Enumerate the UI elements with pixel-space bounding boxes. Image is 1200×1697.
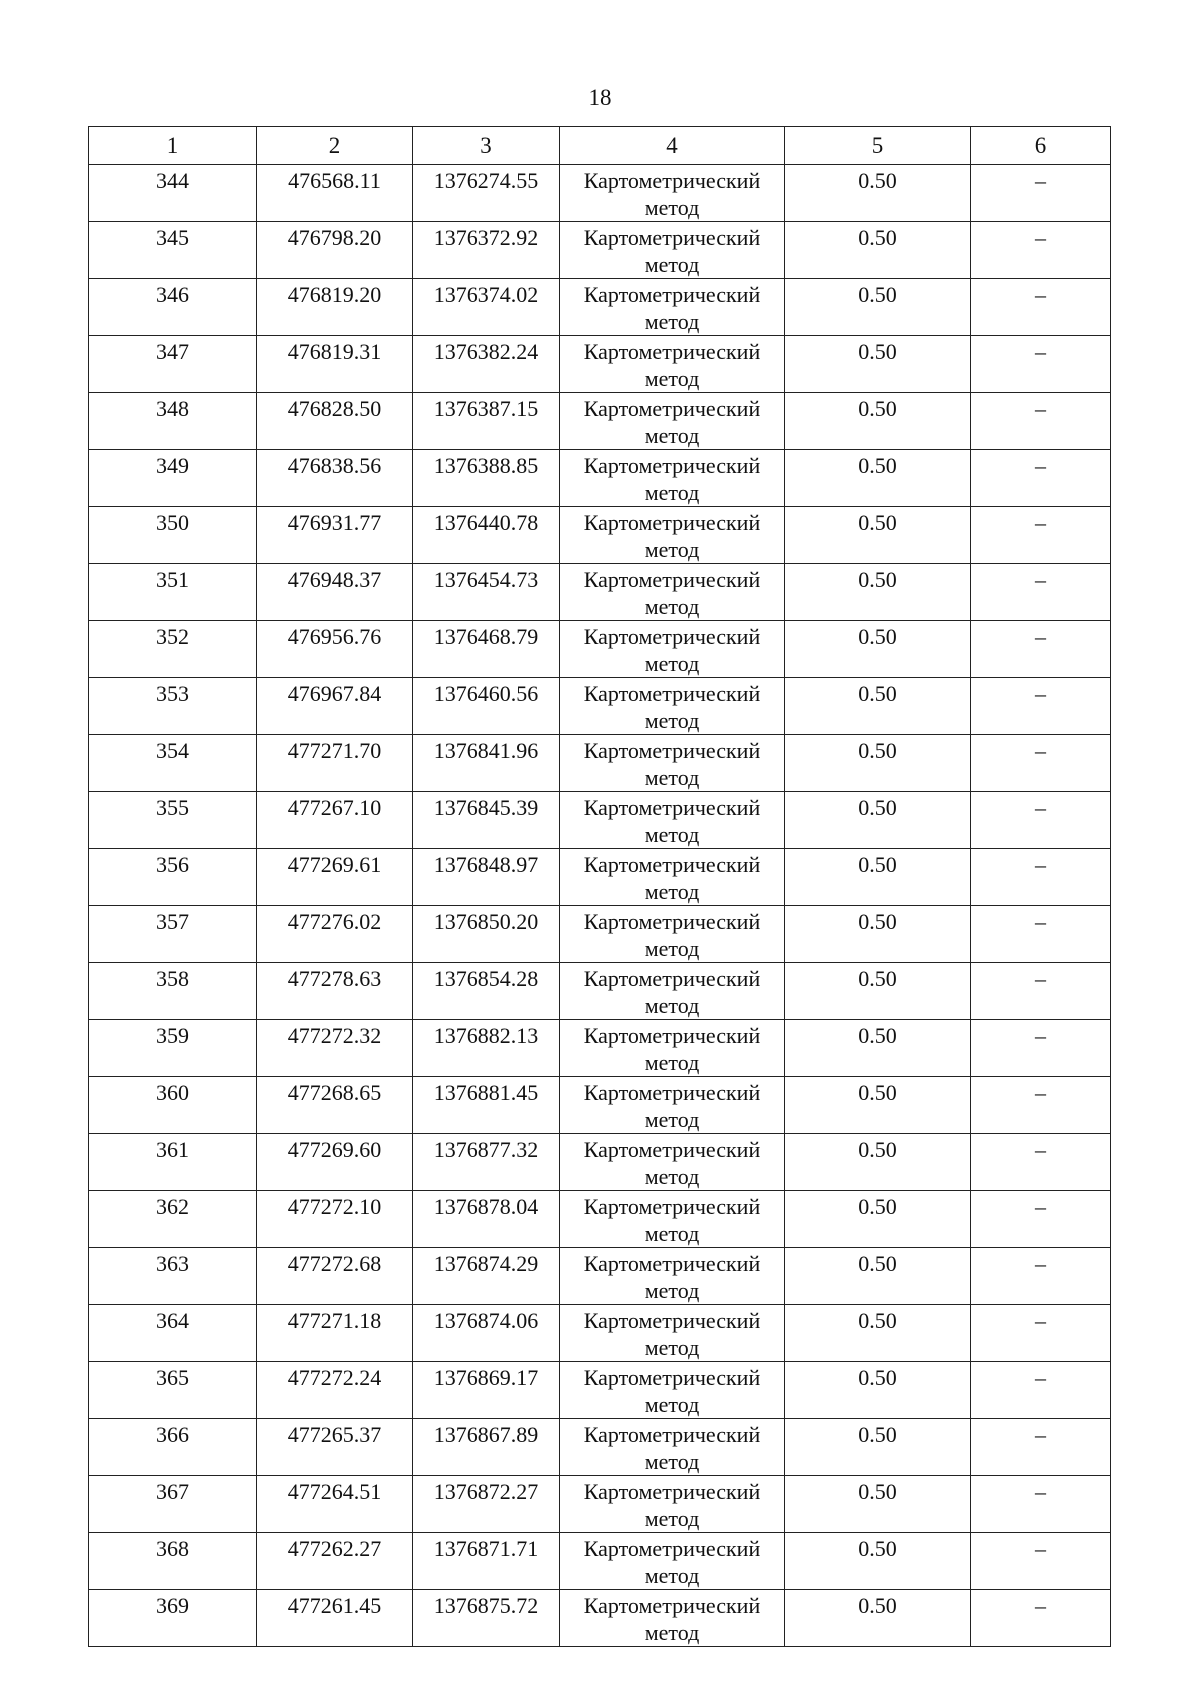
method-line-2: метод — [644, 537, 700, 562]
method-line-2: метод — [644, 366, 700, 391]
point-number-cell: 346 — [89, 279, 257, 336]
x-coordinate-cell: 477272.32 — [257, 1020, 413, 1077]
y-coordinate-cell: 1376454.73 — [413, 564, 560, 621]
method-line-1: Картометрический — [583, 1593, 761, 1618]
point-number-cell: 369 — [89, 1590, 257, 1647]
x-coordinate-cell: 477267.10 — [257, 792, 413, 849]
method-line-1: Картометрический — [583, 624, 761, 649]
method-line-2: метод — [644, 1335, 700, 1360]
y-coordinate-cell: 1376881.45 — [413, 1077, 560, 1134]
table-row — [89, 1305, 1111, 1362]
method-cell — [560, 849, 785, 906]
method-cell — [560, 507, 785, 564]
point-number-cell: 359 — [89, 1020, 257, 1077]
note-cell: – — [971, 792, 1111, 849]
accuracy-cell: 0.50 — [785, 1362, 971, 1419]
table-row — [89, 906, 1111, 963]
point-number-cell: 345 — [89, 222, 257, 279]
point-number-cell: 368 — [89, 1533, 257, 1590]
point-number-cell: 365 — [89, 1362, 257, 1419]
y-coordinate-cell: 1376850.20 — [413, 906, 560, 963]
x-coordinate-cell: 477272.10 — [257, 1191, 413, 1248]
y-coordinate-cell: 1376460.56 — [413, 678, 560, 735]
note-cell: – — [971, 1362, 1111, 1419]
method-line-2: метод — [644, 651, 700, 676]
accuracy-cell: 0.50 — [785, 678, 971, 735]
note-cell: – — [971, 1077, 1111, 1134]
table-header-row — [89, 127, 1111, 165]
x-coordinate-cell: 477271.70 — [257, 735, 413, 792]
x-coordinate-cell: 476798.20 — [257, 222, 413, 279]
method-cell — [560, 621, 785, 678]
accuracy-cell: 0.50 — [785, 1590, 971, 1647]
point-number-cell: 364 — [89, 1305, 257, 1362]
accuracy-cell: 0.50 — [785, 279, 971, 336]
method-line-2: метод — [644, 594, 700, 619]
table-row — [89, 1533, 1111, 1590]
method-line-1: Картометрический — [583, 567, 761, 592]
point-number-cell: 357 — [89, 906, 257, 963]
note-cell: – — [971, 279, 1111, 336]
method-line-1: Картометрический — [583, 738, 761, 763]
note-cell: – — [971, 963, 1111, 1020]
method-line-1: Картометрический — [583, 168, 761, 193]
table-row — [89, 1590, 1111, 1647]
method-line-1: Картометрический — [583, 1023, 761, 1048]
method-cell — [560, 1134, 785, 1191]
accuracy-cell: 0.50 — [785, 621, 971, 678]
accuracy-cell: 0.50 — [785, 336, 971, 393]
note-cell: – — [971, 165, 1111, 222]
note-cell: – — [971, 621, 1111, 678]
note-cell: – — [971, 564, 1111, 621]
y-coordinate-cell: 1376468.79 — [413, 621, 560, 678]
table-row — [89, 1134, 1111, 1191]
y-coordinate-cell: 1376841.96 — [413, 735, 560, 792]
column-header-2: 2 — [257, 127, 413, 165]
method-line-1: Картометрический — [583, 681, 761, 706]
note-cell: – — [971, 336, 1111, 393]
x-coordinate-cell: 476956.76 — [257, 621, 413, 678]
table-row — [89, 507, 1111, 564]
method-line-2: метод — [644, 309, 700, 334]
table-row — [89, 165, 1111, 222]
y-coordinate-cell: 1376387.15 — [413, 393, 560, 450]
coordinates-table — [88, 126, 1111, 1647]
note-cell: – — [971, 678, 1111, 735]
method-line-1: Картометрический — [583, 1479, 761, 1504]
accuracy-cell: 0.50 — [785, 507, 971, 564]
method-line-1: Картометрический — [583, 453, 761, 478]
point-number-cell: 358 — [89, 963, 257, 1020]
method-cell — [560, 963, 785, 1020]
point-number-cell: 350 — [89, 507, 257, 564]
accuracy-cell: 0.50 — [785, 1134, 971, 1191]
method-line-2: метод — [644, 993, 700, 1018]
y-coordinate-cell: 1376882.13 — [413, 1020, 560, 1077]
method-line-1: Картометрический — [583, 1194, 761, 1219]
method-line-2: метод — [644, 1221, 700, 1246]
accuracy-cell: 0.50 — [785, 165, 971, 222]
method-cell — [560, 222, 785, 279]
note-cell: – — [971, 1419, 1111, 1476]
column-header-5: 5 — [785, 127, 971, 165]
method-line-1: Картометрический — [583, 1365, 761, 1390]
point-number-cell: 348 — [89, 393, 257, 450]
accuracy-cell: 0.50 — [785, 792, 971, 849]
method-line-1: Картометрический — [583, 396, 761, 421]
method-cell — [560, 279, 785, 336]
method-cell — [560, 906, 785, 963]
accuracy-cell: 0.50 — [785, 450, 971, 507]
method-line-2: метод — [644, 423, 700, 448]
note-cell: – — [971, 1248, 1111, 1305]
y-coordinate-cell: 1376845.39 — [413, 792, 560, 849]
table-row — [89, 1476, 1111, 1533]
method-line-2: метод — [644, 480, 700, 505]
accuracy-cell: 0.50 — [785, 393, 971, 450]
method-cell — [560, 336, 785, 393]
table-row — [89, 678, 1111, 735]
y-coordinate-cell: 1376372.92 — [413, 222, 560, 279]
y-coordinate-cell: 1376872.27 — [413, 1476, 560, 1533]
point-number-cell: 353 — [89, 678, 257, 735]
x-coordinate-cell: 477262.27 — [257, 1533, 413, 1590]
note-cell: – — [971, 735, 1111, 792]
x-coordinate-cell: 477271.18 — [257, 1305, 413, 1362]
method-cell — [560, 393, 785, 450]
y-coordinate-cell: 1376867.89 — [413, 1419, 560, 1476]
method-cell — [560, 1191, 785, 1248]
y-coordinate-cell: 1376878.04 — [413, 1191, 560, 1248]
note-cell: – — [971, 1305, 1111, 1362]
method-line-1: Картометрический — [583, 795, 761, 820]
table-row — [89, 1362, 1111, 1419]
method-cell — [560, 1476, 785, 1533]
x-coordinate-cell: 477268.65 — [257, 1077, 413, 1134]
x-coordinate-cell: 476568.11 — [257, 165, 413, 222]
table-row — [89, 621, 1111, 678]
method-line-1: Картометрический — [583, 1251, 761, 1276]
table-row — [89, 564, 1111, 621]
point-number-cell: 366 — [89, 1419, 257, 1476]
x-coordinate-cell: 476819.20 — [257, 279, 413, 336]
x-coordinate-cell: 477265.37 — [257, 1419, 413, 1476]
point-number-cell: 367 — [89, 1476, 257, 1533]
method-line-1: Картометрический — [583, 1536, 761, 1561]
point-number-cell: 355 — [89, 792, 257, 849]
method-cell — [560, 735, 785, 792]
table-row — [89, 336, 1111, 393]
method-line-1: Картометрический — [583, 1080, 761, 1105]
point-number-cell: 361 — [89, 1134, 257, 1191]
method-line-2: метод — [644, 1107, 700, 1132]
note-cell: – — [971, 450, 1111, 507]
point-number-cell: 349 — [89, 450, 257, 507]
point-number-cell: 360 — [89, 1077, 257, 1134]
accuracy-cell: 0.50 — [785, 1476, 971, 1533]
y-coordinate-cell: 1376871.71 — [413, 1533, 560, 1590]
table-row — [89, 450, 1111, 507]
method-line-1: Картометрический — [583, 339, 761, 364]
table-row — [89, 735, 1111, 792]
method-line-1: Картометрический — [583, 909, 761, 934]
method-line-2: метод — [644, 252, 700, 277]
note-cell: – — [971, 906, 1111, 963]
column-header-3: 3 — [413, 127, 560, 165]
table-row — [89, 1248, 1111, 1305]
method-cell — [560, 1248, 785, 1305]
accuracy-cell: 0.50 — [785, 1248, 971, 1305]
point-number-cell: 347 — [89, 336, 257, 393]
method-line-1: Картометрический — [583, 1422, 761, 1447]
x-coordinate-cell: 477278.63 — [257, 963, 413, 1020]
x-coordinate-cell: 477264.51 — [257, 1476, 413, 1533]
method-line-2: метод — [644, 1449, 700, 1474]
x-coordinate-cell: 477269.61 — [257, 849, 413, 906]
point-number-cell: 351 — [89, 564, 257, 621]
accuracy-cell: 0.50 — [785, 735, 971, 792]
note-cell: – — [971, 1191, 1111, 1248]
method-line-2: метод — [644, 195, 700, 220]
method-line-1: Картометрический — [583, 852, 761, 877]
y-coordinate-cell: 1376875.72 — [413, 1590, 560, 1647]
column-header-4: 4 — [560, 127, 785, 165]
method-line-2: метод — [644, 879, 700, 904]
method-cell — [560, 450, 785, 507]
point-number-cell: 363 — [89, 1248, 257, 1305]
accuracy-cell: 0.50 — [785, 1305, 971, 1362]
method-line-1: Картометрический — [583, 1137, 761, 1162]
method-line-2: метод — [644, 708, 700, 733]
table-row — [89, 849, 1111, 906]
x-coordinate-cell: 477272.24 — [257, 1362, 413, 1419]
y-coordinate-cell: 1376382.24 — [413, 336, 560, 393]
point-number-cell: 362 — [89, 1191, 257, 1248]
x-coordinate-cell: 477269.60 — [257, 1134, 413, 1191]
table-row — [89, 1419, 1111, 1476]
y-coordinate-cell: 1376388.85 — [413, 450, 560, 507]
x-coordinate-cell: 476931.77 — [257, 507, 413, 564]
method-cell — [560, 792, 785, 849]
method-line-2: метод — [644, 822, 700, 847]
method-cell — [560, 678, 785, 735]
x-coordinate-cell: 477261.45 — [257, 1590, 413, 1647]
point-number-cell: 352 — [89, 621, 257, 678]
method-cell — [560, 1533, 785, 1590]
accuracy-cell: 0.50 — [785, 906, 971, 963]
accuracy-cell: 0.50 — [785, 1533, 971, 1590]
method-line-2: метод — [644, 1392, 700, 1417]
note-cell: – — [971, 507, 1111, 564]
point-number-cell: 354 — [89, 735, 257, 792]
method-line-1: Картометрический — [583, 966, 761, 991]
accuracy-cell: 0.50 — [785, 963, 971, 1020]
y-coordinate-cell: 1376440.78 — [413, 507, 560, 564]
y-coordinate-cell: 1376874.29 — [413, 1248, 560, 1305]
method-cell — [560, 1305, 785, 1362]
x-coordinate-cell: 476967.84 — [257, 678, 413, 735]
point-number-cell: 344 — [89, 165, 257, 222]
accuracy-cell: 0.50 — [785, 1077, 971, 1134]
y-coordinate-cell: 1376848.97 — [413, 849, 560, 906]
table-row — [89, 1020, 1111, 1077]
table-row — [89, 792, 1111, 849]
method-line-1: Картометрический — [583, 510, 761, 535]
accuracy-cell: 0.50 — [785, 1419, 971, 1476]
method-cell — [560, 1419, 785, 1476]
x-coordinate-cell: 476828.50 — [257, 393, 413, 450]
x-coordinate-cell: 476948.37 — [257, 564, 413, 621]
table-row — [89, 222, 1111, 279]
method-cell — [560, 1020, 785, 1077]
table-row — [89, 1191, 1111, 1248]
method-cell — [560, 1590, 785, 1647]
method-cell — [560, 564, 785, 621]
method-line-2: метод — [644, 1278, 700, 1303]
column-header-1: 1 — [89, 127, 257, 165]
y-coordinate-cell: 1376874.06 — [413, 1305, 560, 1362]
accuracy-cell: 0.50 — [785, 222, 971, 279]
method-cell — [560, 1077, 785, 1134]
method-line-2: метод — [644, 1164, 700, 1189]
accuracy-cell: 0.50 — [785, 1020, 971, 1077]
note-cell: – — [971, 222, 1111, 279]
method-line-1: Картометрический — [583, 225, 761, 250]
table-row — [89, 393, 1111, 450]
note-cell: – — [971, 1533, 1111, 1590]
table-body — [89, 165, 1111, 1647]
method-line-2: метод — [644, 1506, 700, 1531]
method-line-2: метод — [644, 1620, 700, 1645]
accuracy-cell: 0.50 — [785, 564, 971, 621]
y-coordinate-cell: 1376374.02 — [413, 279, 560, 336]
accuracy-cell: 0.50 — [785, 1191, 971, 1248]
y-coordinate-cell: 1376869.17 — [413, 1362, 560, 1419]
method-line-2: метод — [644, 765, 700, 790]
note-cell: – — [971, 1134, 1111, 1191]
method-line-2: метод — [644, 1563, 700, 1588]
x-coordinate-cell: 477276.02 — [257, 906, 413, 963]
y-coordinate-cell: 1376877.32 — [413, 1134, 560, 1191]
method-cell — [560, 165, 785, 222]
table-row — [89, 1077, 1111, 1134]
x-coordinate-cell: 477272.68 — [257, 1248, 413, 1305]
table-row — [89, 963, 1111, 1020]
method-line-1: Картометрический — [583, 282, 761, 307]
x-coordinate-cell: 476819.31 — [257, 336, 413, 393]
y-coordinate-cell: 1376854.28 — [413, 963, 560, 1020]
note-cell: – — [971, 1020, 1111, 1077]
table-row — [89, 279, 1111, 336]
method-cell — [560, 1362, 785, 1419]
accuracy-cell: 0.50 — [785, 849, 971, 906]
note-cell: – — [971, 393, 1111, 450]
point-number-cell: 356 — [89, 849, 257, 906]
note-cell: – — [971, 1590, 1111, 1647]
method-line-1: Картометрический — [583, 1308, 761, 1333]
method-line-2: метод — [644, 936, 700, 961]
column-header-6: 6 — [971, 127, 1111, 165]
method-line-2: метод — [644, 1050, 700, 1075]
x-coordinate-cell: 476838.56 — [257, 450, 413, 507]
note-cell: – — [971, 849, 1111, 906]
y-coordinate-cell: 1376274.55 — [413, 165, 560, 222]
page-number: 18 — [588, 85, 612, 110]
note-cell: – — [971, 1476, 1111, 1533]
